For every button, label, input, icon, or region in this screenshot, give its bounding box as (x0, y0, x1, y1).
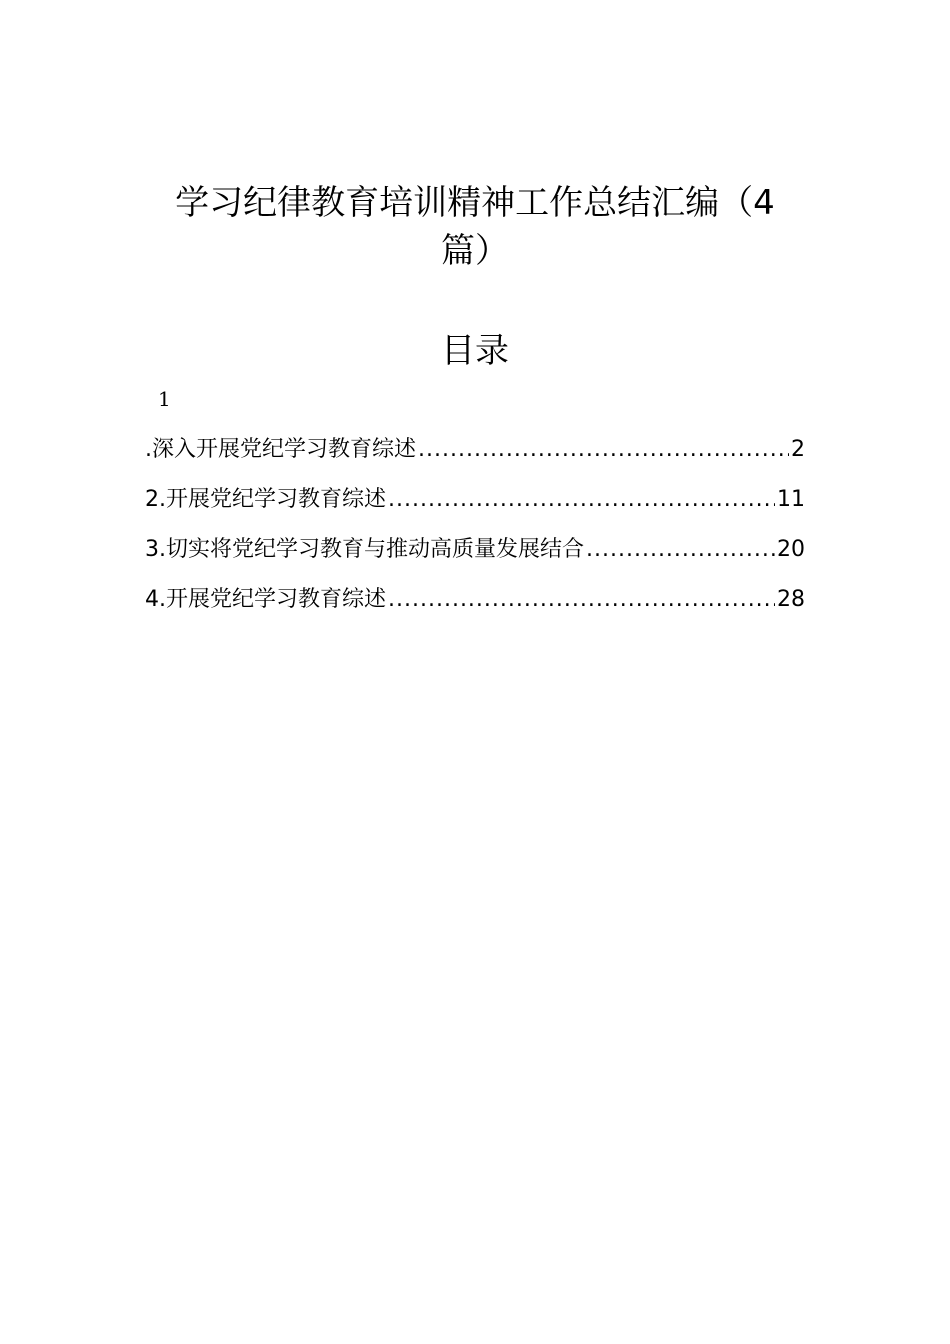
toc-entry[interactable] (145, 580, 805, 630)
toc-entry[interactable] (145, 430, 805, 480)
toc-number-fragment: 1 (158, 387, 171, 411)
toc-dot-leader (586, 530, 775, 570)
toc-dot-leader (388, 480, 775, 520)
document-title-line-2: 篇） (441, 231, 509, 271)
toc-heading: 目录 (441, 331, 509, 371)
document-title-line-1: 学习纪律教育培训精神工作总结汇编（4 (175, 183, 775, 223)
toc-entry-page: 28 (777, 587, 805, 612)
toc-entry-page: 20 (777, 537, 805, 562)
toc-entry[interactable] (145, 530, 805, 580)
toc-entry-title: 2.开展党纪学习教育综述 (145, 487, 386, 512)
toc-entry-title: 3.切实将党纪学习教育与推动高质量发展结合 (145, 537, 584, 562)
toc-entry-page: 11 (777, 487, 805, 512)
toc-entry-page: 2 (791, 437, 805, 462)
toc-dot-leader (388, 580, 775, 620)
toc-dot-leader (418, 430, 789, 470)
toc-entry-title: .深入开展党纪学习教育综述 (145, 437, 416, 462)
toc-entry-title: 4.开展党纪学习教育综述 (145, 587, 386, 612)
table-of-contents (145, 430, 805, 630)
toc-entry[interactable] (145, 480, 805, 530)
